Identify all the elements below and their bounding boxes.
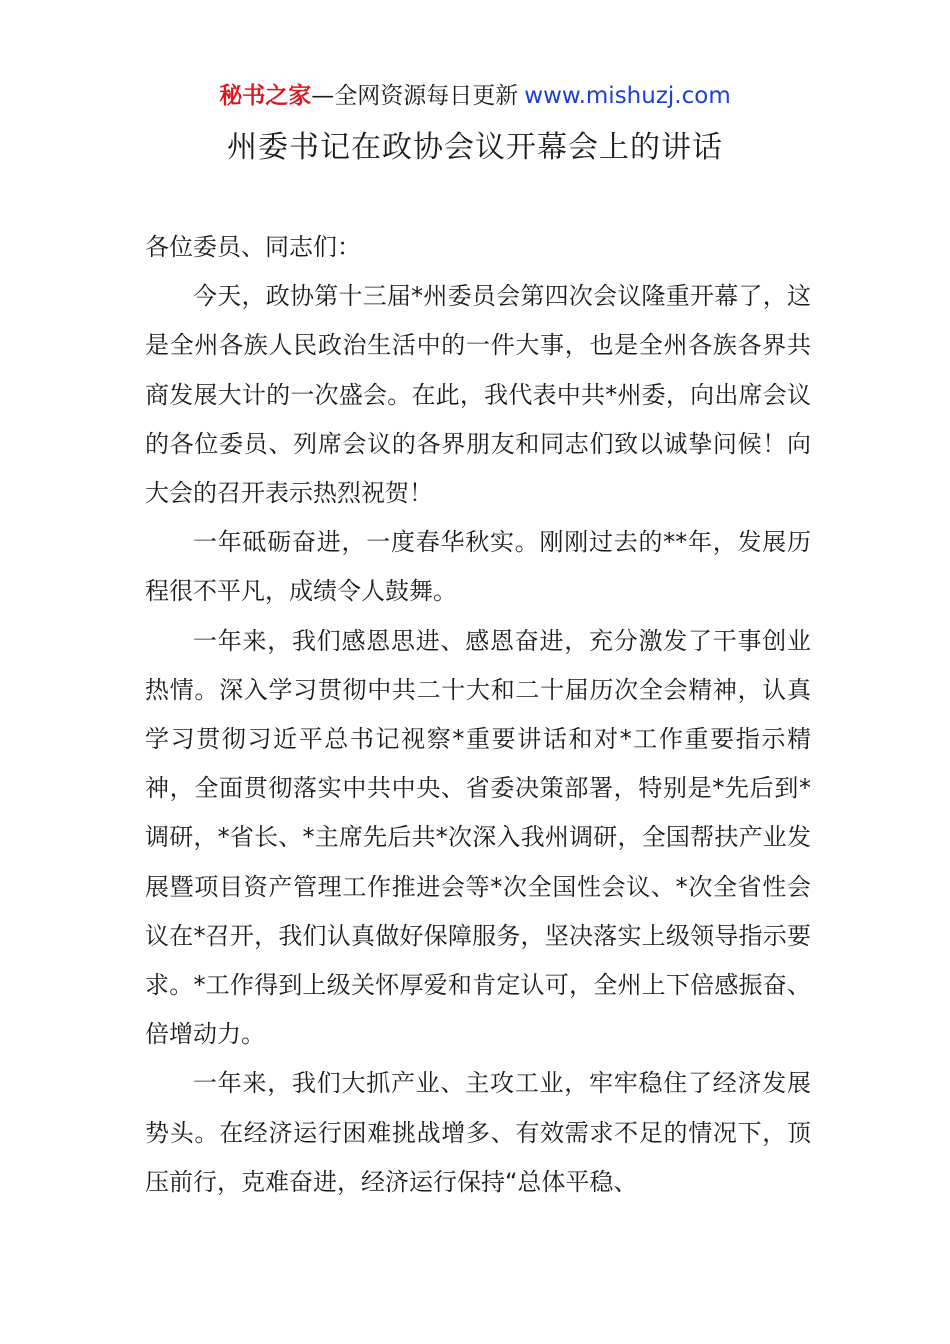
paragraph: 一年来，我们感恩思进、感恩奋进，充分激发了干事创业热情。深入学习贯彻中共二十大和二十届历次全会精神，认真学习贯彻习近平总书记视察*重要讲话和对*工作重要指示精神，全面贯彻落实中共中央、省委决策部署，特别是*先后到*调研，*省长、*主席先后共*次深入我州调研，全国帮扶产业发展暨项目资产管理工作推进会等*次全国性会议、*次全省性会议在*召开，我们认真做好保障服务，坚决落实上级领导指示要求。*工作得到上级关怀厚爱和肯定认可，全州上下倍感振奋、倍增动力。 bbox=[145, 626, 811, 1049]
paragraph: 一年来，我们大抓产业、主攻工业，牢牢稳住了经济发展势头。在经济运行困难挑战增多、有效需求不足的情况下，顶压前行，克难奋进，经济运行保持“总体平稳、 bbox=[145, 1069, 811, 1196]
brand-name: 秘书之家 bbox=[219, 83, 312, 109]
document-title: 州委书记在政协会议开幕会上的讲话 bbox=[227, 130, 723, 165]
document-body bbox=[145, 223, 811, 1207]
site-header bbox=[0, 80, 950, 112]
site-url-link[interactable]: www.mishuzj.com bbox=[524, 83, 731, 109]
salutation: 各位委员、同志们： bbox=[145, 233, 361, 261]
paragraph: 今天，政协第十三届*州委员会第四次会议隆重开幕了，这是全州各族人民政治生活中的一件大事，也是全州各族各界共商发展大计的一次盛会。在此，我代表中共*州委，向出席会议的各位委员、列席会议的各界朋友和同志们致以诚挚问候！向大会的召开表示热烈祝贺！ bbox=[145, 282, 811, 508]
paragraph: 一年砥砺奋进，一度春华秋实。刚刚过去的**年，发展历程很不平凡，成绩令人鼓舞。 bbox=[145, 528, 811, 606]
header-slogan: —全网资源每日更新 bbox=[311, 83, 519, 109]
